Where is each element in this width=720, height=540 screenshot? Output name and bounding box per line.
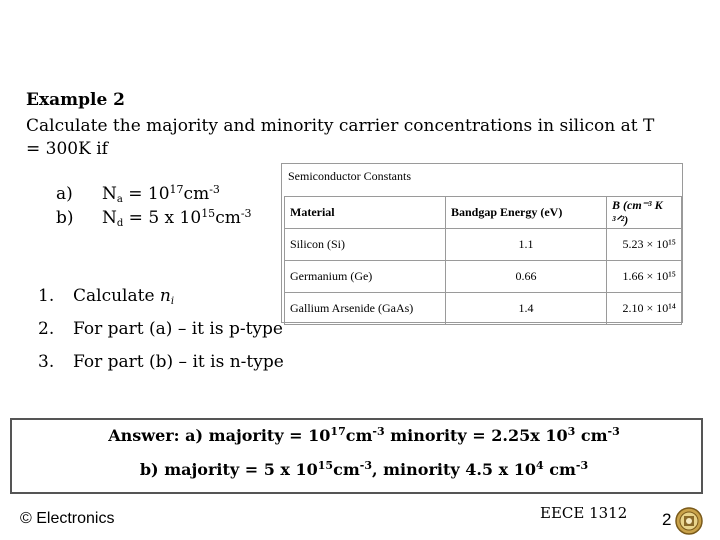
given-b: b) $N_d = 5$ x $10^{15}cm^{-3}$ (56, 207, 252, 229)
step-2: 2. For part (a) – it is p-type (38, 319, 283, 339)
header-b: B (cm⁻³ K ³ᐟ²) (607, 197, 682, 229)
page-number: 2 (662, 510, 672, 529)
semiconductor-constants-table (281, 163, 683, 323)
answer-line-1: Answer: a) majority = $10^{17}cm^{-3}$ minority = 2.25x $10^3$ $cm^{-3}$ (108, 425, 620, 445)
answer-box (94, 420, 634, 490)
header-bandgap: Bandgap Energy (eV) (446, 197, 607, 229)
table-row: Silicon (Si) 1.1 5.23 × 10¹⁵ (285, 229, 682, 261)
step-1: 1. Calculate $n_i$ (38, 286, 175, 307)
problem-statement: Calculate the majority and minority carrier concentrations in silicon at T = 300K if (26, 116, 655, 159)
given-a: a) $N_a = 10^{17}cm^{-3}$ (56, 183, 220, 205)
given-a-label: a) (56, 184, 73, 204)
footer-copyright: © Electronics (20, 510, 115, 527)
table-row: Gallium Arsenide (GaAs) 1.4 2.10 × 10¹⁴ (285, 293, 682, 325)
university-logo-icon (674, 506, 704, 536)
table-caption: Semiconductor Constants (288, 169, 411, 183)
header-material: Material (285, 197, 446, 229)
table-header-row (285, 197, 682, 229)
footer-course-code: EECE 1312 (540, 504, 628, 522)
slide-title: Example 2 (26, 90, 126, 110)
constants-table (284, 196, 682, 325)
given-b-label: b) (56, 208, 74, 228)
answer-line-2: b) majority = 5 x $10^{15}cm^{-3}$, minority 4.5 x $10^4$ $cm^{-3}$ (139, 459, 589, 479)
table-row: Germanium (Ge) 0.66 1.66 × 10¹⁵ (285, 261, 682, 293)
step-3: 3. For part (b) – it is n-type (38, 352, 284, 372)
